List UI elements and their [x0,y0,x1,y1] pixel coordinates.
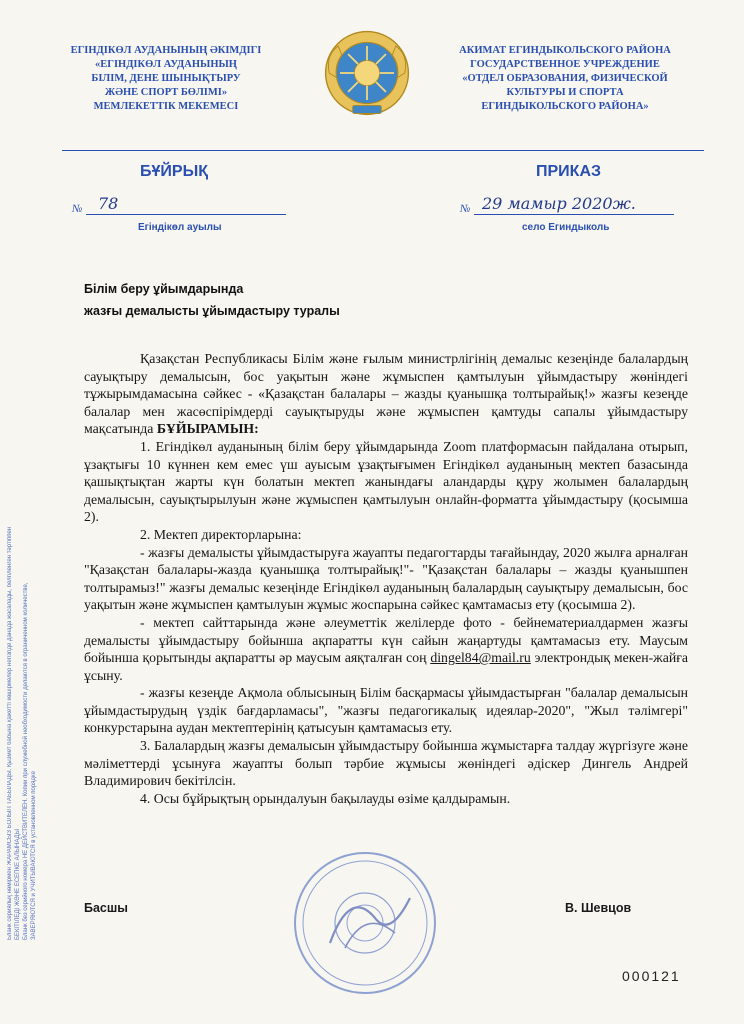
body-decree-word: БҰЙЫРАМЫН: [156,421,259,437]
order-subject-line: жазғы демалысты ұйымдастыру туралы [84,304,340,318]
side-note-line: Бланк без серийного номера НЕ ДЕЙСТВИТЕЛЕН. Копии при служебной необходимости делаются в ограниченном количестве, [23,582,29,940]
header-kz-line: «ЕГІНДІКӨЛ АУДАНЫНЫҢ [95,59,237,70]
header-ru-line: ЕГИНДЫКОЛЬСКОГО РАЙОНА» [481,101,649,112]
body-paragraph-text: электрондық мекен-жайға ұсыну. [84,650,689,683]
email-link[interactable]: dingel84@mail.ru [430,650,531,666]
header-kz-line: ЖӘНЕ СПОРТ БӨЛІМІ» [104,87,228,98]
header-ru-organization [440,44,690,114]
blank-serial-number: 000121 [622,968,681,984]
header-kz-organization [56,44,276,114]
signatory-name: В. Шевцов [565,901,632,915]
order-date-value: 29 мамыр 2020ж. [482,194,636,213]
order-subject [84,278,504,322]
header-divider [62,150,704,151]
signatory-role: Басшы [84,901,128,915]
header-kz-line: БІЛІМ, ДЕНЕ ШЫНЫҚТЫРУ [91,73,241,84]
header-kz-line: МЕМЛЕКЕТТІК МЕКЕМЕСІ [93,101,239,112]
order-title-ru: ПРИКАЗ [536,163,602,180]
body-paragraph-text: Қазақстан Республикасы Білім және ғылым министрлігінің демалыс кезеңінде балалардың сауықтыру демалысын, бос уақытын және жұмыспен қамтылуын ұйымдастыру жөніндегі тұжырымдамасына сәйкес - «Қазақстан балалары – жазды қуанышқа толтырайық!» жазғы кезеңде балалар мен жасөспірімдерді сауықтыруды және жұмыспен қамтуды сапалы ұйымдастыру мақсатында [84,351,688,437]
body-paragraph: 3. Балалардың жазғы демалысын ұйымдастыру бойынша жұмыстарға талдау жүргізуге және мәліметтерді ұсынуға жауапты болып тәрбие жұмысы жөніндегі әдіскер Дингель Андрей Владимирович бекітілсін. [84,738,688,789]
header-ru-line: «ОТДЕЛ ОБРАЗОВАНИЯ, ФИЗИЧЕСКОЙ [462,73,668,84]
order-number-value: 78 [98,194,119,213]
body-paragraph: 1. Егіндікөл ауданының білім беру ұйымдарында Zoom платформасын пайдалана отырып, ұзақтығы 10 күннен кем емес үш ауысым ұзақтығымен Егіндікөл ауданының мектеп базасында қашықтықтан жарты күн болатын мектеп жанындағы аландарды құру жолымен балалардың демалысын, сауықтырылуын және жұмыспен қамтылуын онлайн-форматта ұйымдастыру (қосымша 2). [84,438,688,525]
body-paragraph [84,614,688,684]
order-number-line [86,214,286,215]
body-paragraph [84,350,688,438]
side-note-line: БЕКІТІЛЕДІ ЖӘНЕ ЕСЕПКЕ АЛЫНАДЫ [15,829,21,940]
body-paragraph: 2. Мектеп директорларына: [140,526,302,542]
place-kz: Егіндікөл ауылы [138,222,222,233]
header-ru-line: ГОСУДАРСТВЕННОЕ УЧРЕЖДЕНИЕ [470,59,660,70]
header-kz-line: ЕГІНДІКӨЛ АУДАНЫНЫҢ ӘКІМДІГІ [70,45,262,56]
order-subject-line: Білім беру ұйымдарында [84,282,244,296]
side-note-line: Бланк сериялық нөмірмен ЖАРАМСЫЗ БОЛЫП ТАБЫЛАДЫ. Қызмет бабына қажетті көшірмелер негізгіде данада жасалады, белгіленген тәртіппен [7,526,13,940]
header-ru-line: АКИМАТ ЕГИНДЫКОЛЬСКОГО РАЙОНА [459,45,671,56]
state-emblem-icon [322,28,412,118]
place-ru: село Егиндыколь [522,222,610,233]
side-security-note [6,340,38,940]
body-paragraph: - жазғы кезеңде Ақмола облысының Білім басқармасы ұйымдастырған "балалар демалысын ұйымдастырудың үздік бағдарламасы", "жазғы педагогикалық идеялар-2020", "Жыл тәлімгері" конкурстарына аудан мектептерінің қатысуын қамтамасыз ету. [84,685,688,736]
order-title-kz: БҰЙРЫҚ [140,163,208,180]
body-paragraph: 4. Осы бұйрықтың орындалуын бақылауды өзіме қалдырамын. [140,790,511,806]
body-paragraph: - жазғы демалысты ұйымдастыруға жауапты педагогтарды тағайындау, 2020 жылға арналған "Қазақстан балалары-жазда қуанышқа толтырайық!"- "Қазақстан балалары – жазды қуанышпен толтырамыз!" жазғы демалыс кезеңінде Егіндікөл ауданының балалардың сауықтыру демалысын, бос уақытын және жұмыспен қамтылуын жұмыс жоспарына сәйкес қамтамасыз ету (қосымша 2). [84,544,688,613]
round-seal-icon [290,848,440,998]
order-date-label: № [460,203,471,215]
side-note-line: ЗАВЕРЯЮТСЯ и УЧИТЫВАЮТСЯ в установленном порядке [31,771,37,940]
body-paragraph-text: - мектеп сайттарында және әлеуметтік желілерде фото - бейнематериалдармен жазғы демалысты ұйымдастыру бойынша ақпаратты күн сайын жаңартуды қамтамасыз ету. Маусым бойынша қорытынды ақпаратты әр маусым аяқталған соң [84,614,688,666]
order-body [84,350,688,807]
header-ru-line: КУЛЬТУРЫ И СПОРТА [506,87,624,98]
order-number-label: № [72,203,83,215]
order-date-line [474,214,674,215]
